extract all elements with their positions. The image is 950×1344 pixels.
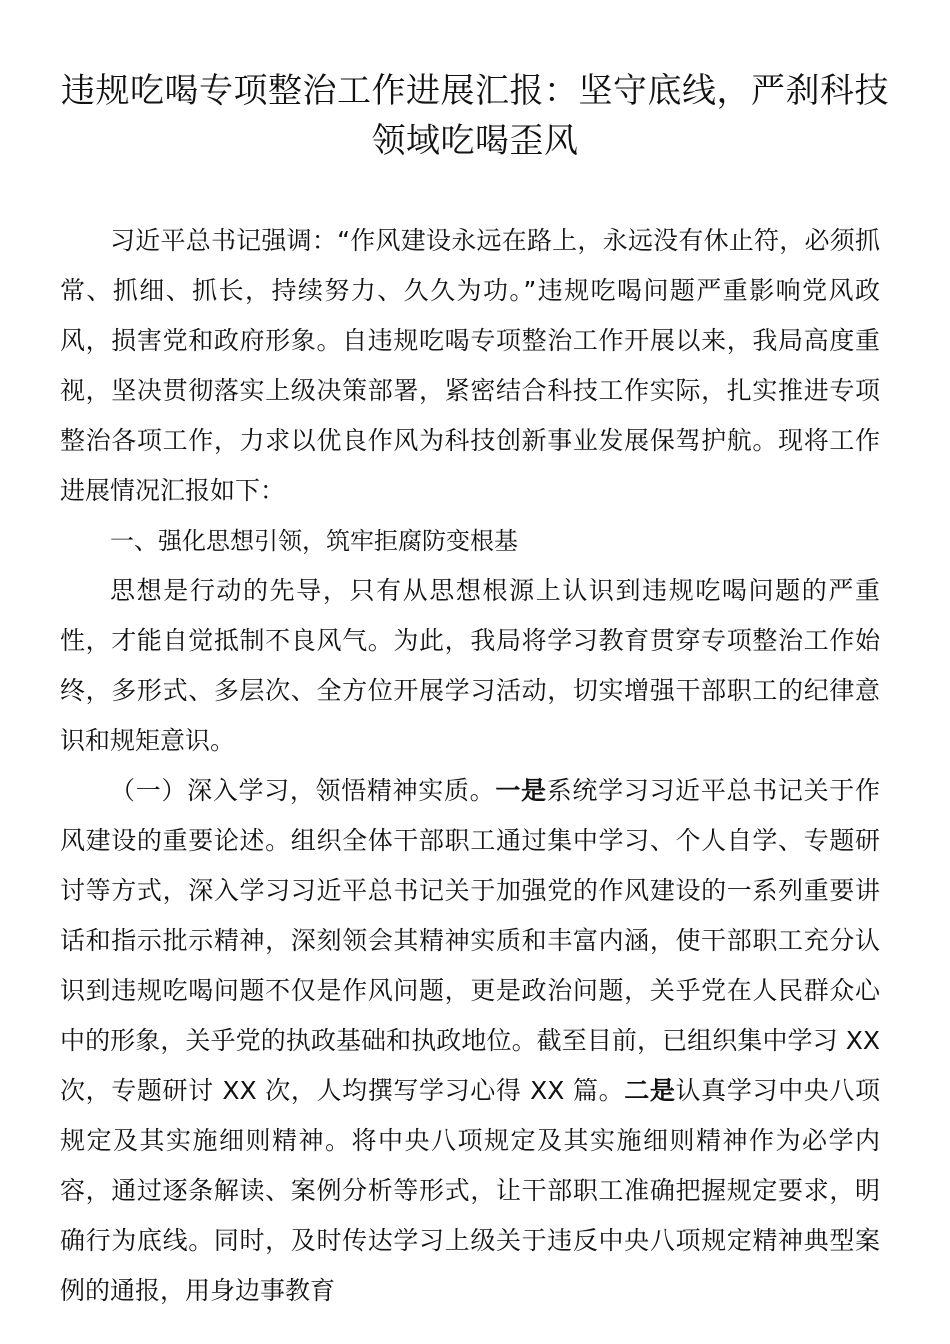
point-2-label: 二是 (624, 1076, 676, 1105)
document-title: 违规吃喝专项整治工作进展汇报：坚守底线，严刹科技领域吃喝歪风 (61, 71, 889, 161)
intro-paragraph: 习近平总书记强调：“作风建设永远在路上，永远没有休止符，必须抓常、抓细、抓长，持续努力、久久为功。”违规吃喝问题严重影响党风政风，损害党和政府形象。自违规吃喝专项整治工作开展以来，我局高度重视，坚决贯彻落实上级决策部署，紧密结合科技工作实际，扎实推进专项整治各项工作，力求以优良作风为科技创新事业发展保驾护航。现将工作进展情况汇报如下： (60, 226, 880, 505)
subsection-1-lead: （一）深入学习，领悟精神实质。 (110, 776, 496, 805)
subsection-1-paragraph (60, 766, 880, 1316)
point-2-text: 认真学习中央八项规定及其实施细则精神。将中央八项规定及其实施细则精神作为必学内容，通过逐条解读、案例分析等形式，让干部职工准确把握规定要求，明确行为底线。同时，及时传达学习上级关于违反中央八项规定精神典型案例的通报，用身边事教育 (60, 1076, 880, 1305)
section-1-paragraph: 思想是行动的先导，只有从思想根源上认识到违规吃喝问题的严重性，才能自觉抵制不良风气。为此，我局将学习教育贯穿专项整治工作始终，多形式、多层次、全方位开展学习活动，切实增强干部职工的纪律意识和规矩意识。 (60, 576, 880, 755)
document-body (60, 216, 880, 1316)
point-1-label: 一是 (495, 776, 547, 805)
point-1-text: 系统学习习近平总书记关于作风建设的重要论述。组织全体干部职工通过集中学习、个人自学、专题研讨等方式，深入学习习近平总书记关于加强党的作风建设的一系列重要讲话和指示批示精神，深刻领会其精神实质和丰富内涵，使干部职工充分认识到违规吃喝问题不仅是作风问题，更是政治问题，关乎党在人民群众心中的形象，关乎党的执政基础和执政地位。截至目前，已组织集中学习 XX 次，专题研讨 XX 次，人均撰写学习心得 XX 篇。 (60, 776, 880, 1105)
section-1-heading: 一、强化思想引领，筑牢拒腐防变根基 (110, 527, 518, 555)
